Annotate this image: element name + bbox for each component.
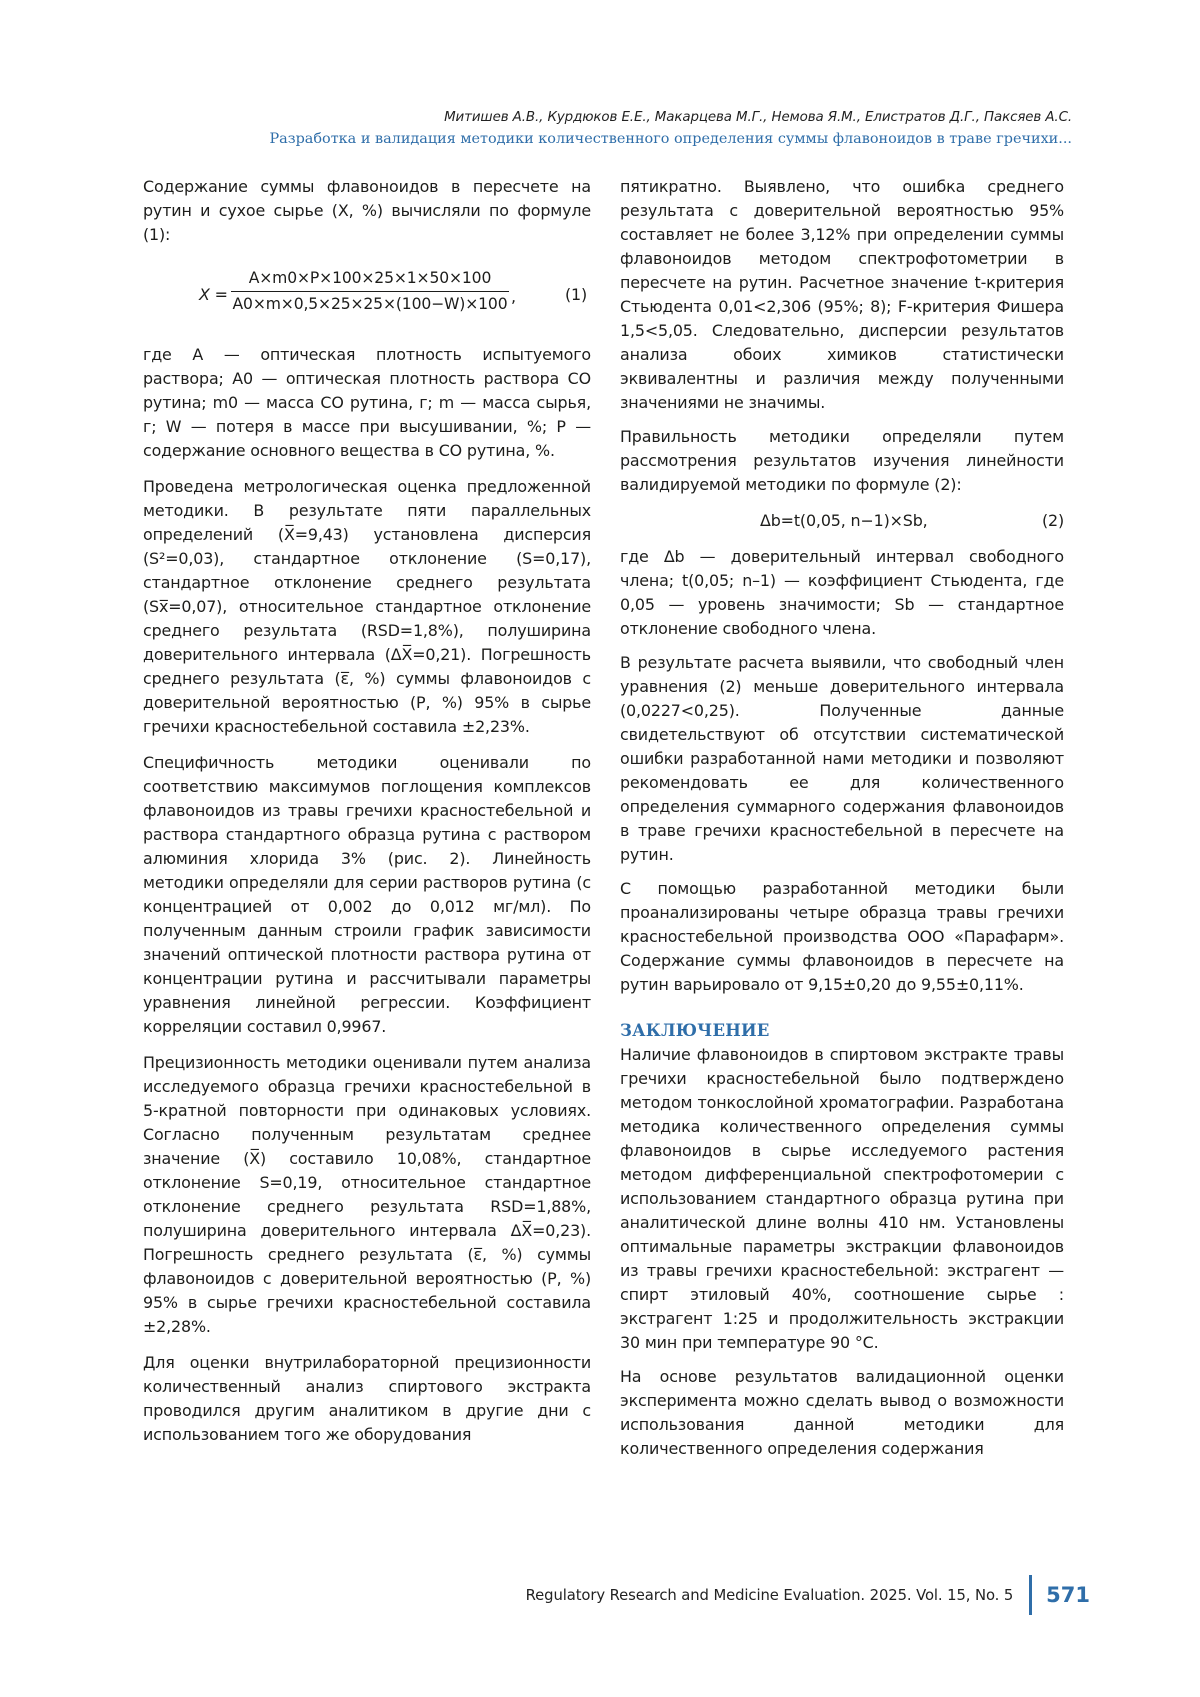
paragraph-accuracy: Правильность методики определяли путем рассмотрения результатов изучения линейности валидируемой методики по формуле (2): (620, 427, 1064, 494)
formula-1 (143, 263, 591, 323)
page-number: 571 (1046, 1583, 1090, 1607)
paragraph-samples: С помощью разработанной методики были проанализированы четыре образца травы гречихи красностебельной производства ООО «Парафарм». Содержание суммы флавоноидов в пересчете на рутин варьировало от 9,15±0,20 до 9,55±0,11%. (620, 879, 1064, 994)
formula-2 (620, 507, 1064, 539)
footer-divider (1029, 1575, 1032, 1615)
paragraph-specificity: Специфичность методики оценивали по соответствию максимумов поглощения комплексов флавоноидов из травы гречихи красностебельной и раствора стандартного образца рутина с раствором алюминия хлорида 3% (рис. 2). Линейность методики определяли для серии растворов рутина (с концентрацией от 0,002 до 0,012 мг/мл). По полученным данным строили график зависимости значений оптической плотности раствора рутина от концентрации рутина и рассчитывали параметры уравнения линейной регрессии. Коэффициент корреляции составил 0,9967. (143, 753, 591, 1036)
paragraph-formula-legend: где A — оптическая плотность испытуемого раствора; A0 — оптическая плотность раствора СО рутина; m0 — масса СО рутина, г; m — масса сырья, г; W — потеря в массе при высушивании, %; P — содержание основного вещества в СО рутина, %. (143, 345, 591, 460)
paragraph-calc-result: В результате расчета выявили, что свободный член уравнения (2) меньше доверительного интервала (0,0227<0,25). Полученные данные свидетельствуют об отсутствии систематической ошибки разработанной нами методики и позволяют рекомендовать ее для количественного определения суммарного содержания флавоноидов в траве гречихи красностебельной в пересчете на рутин. (620, 653, 1064, 864)
formula-1-denominator: A0×m×0,5×25×25×(100−W)×100 (232, 295, 508, 313)
page-footer (526, 1575, 1090, 1615)
running-header (269, 108, 1072, 150)
paragraph-repeat-results: пятикратно. Выявлено, что ошибка среднего результата с доверительной вероятностью 95% составляет не более 3,12% при определении суммы флавоноидов методом спектрофотометрии в пересчете на рутин. Расчетное значение t-критерия Стьюдента 0,01<2,306 (95%; 8); F-критерия Фишера 1,5<5,05. Следовательно, дисперсии результатов анализа обоих химиков статистически эквивалентны и различия между полученными значениями не значимы. (620, 177, 1064, 412)
journal-citation: Regulatory Research and Medicine Evaluation. 2025. Vol. 15, No. 5 (525, 1586, 1014, 1604)
paragraph-intralab-precision: Для оценки внутрилабораторной прецизионности количественный анализ спиртового экстракта проводился другим аналитиком в другие дни с использованием того же оборудования (143, 1353, 591, 1444)
formula-1-number: (1) (564, 285, 587, 304)
formula-2-number: (2) (1041, 511, 1064, 530)
paragraph-conclusion-1: Наличие флавоноидов в спиртовом экстракте травы гречихи красностебельной было подтверждено методом тонкослойной хроматографии. Разработана методика количественного определения суммы флавоноидов в сырье исследуемого растения методом дифференциальной спектрофотомерии с использованием стандартного образца рутина при аналитической длине волны 410 нм. Установлены оптимальные параметры экстракции флавоноидов из травы гречихи красностебельной: экстрагент — спирт этиловый 40%, соотношение сырье : экстрагент 1:25 и продолжительность экстракции 30 мин при температуре 90 °С. (620, 1045, 1064, 1352)
paragraph-conclusion-2: На основе результатов валидационной оценки эксперимента можно сделать вывод о возможности использования данной методики для количественного определения содержания (620, 1367, 1064, 1458)
left-column (143, 175, 591, 1459)
formula-1-lhs: X = (199, 285, 228, 304)
formula-2-expression: Δb=t(0,05, n−1)×Sb, (760, 511, 928, 530)
paragraph-formula-intro: Содержание суммы флавоноидов в пересчете на рутин и сухое сырье (X, %) вычисляли по формуле (1): (143, 177, 591, 244)
right-column (620, 175, 1064, 1471)
header-authors: Митишев А.В., Курдюков Е.Е., Макарцева М.Г., Немова Я.М., Елистратов Д.Г., Паксяев А.С. (444, 110, 1072, 125)
paragraph-formula-2-legend: где Δb — доверительный интервал свободного члена; t(0,05; n–1) — коэффициент Стьюдента, где 0,05 — уровень значимости; Sb — стандартное отклонение свободного члена. (620, 547, 1064, 638)
formula-1-numerator: A×m0×P×100×25×1×50×100 (231, 267, 509, 292)
formula-1-comma: , (511, 287, 516, 306)
formula-1-fraction (231, 267, 509, 316)
section-heading-conclusion: ЗАКЛЮЧЕНИЕ (620, 1021, 770, 1040)
paragraph-metrology: Проведена метрологическая оценка предложенной методики. В результате пяти параллельных определений (X̅=9,43) установлена дисперсия (S²=0,03), стандартное отклонение (S=0,17), стандартное отклонение среднего результата (Sx̅=0,07), относительное стандартное отклонение среднего результата (RSD=1,8%), полуширина доверительного интервала (ΔX̅=0,21). Погрешность среднего результата (ε̅, %) суммы флавоноидов с доверительной вероятностью (P, %) 95% в сырье гречихи красностебельной составила ±2,23%. (143, 477, 591, 736)
header-article-title: Разработка и валидация методики количественного определения суммы флавоноидов в траве гречихи... (269, 131, 1072, 147)
paragraph-precision: Прецизионность методики оценивали путем анализа исследуемого образца гречихи красностебельной в 5-кратной повторности при одинаковых условиях. Согласно полученным результатам среднее значение (X̅) составило 10,08%, стандартное отклонение S=0,19, относительное стандартное отклонение среднего результата RSD=1,88%, полуширина доверительного интервала ΔX̅=0,23). Погрешность среднего результата (ε̅, %) суммы флавоноидов с доверительной вероятностью (P, %) 95% в сырье гречихи красностебельной составила ±2,28%. (143, 1053, 591, 1336)
